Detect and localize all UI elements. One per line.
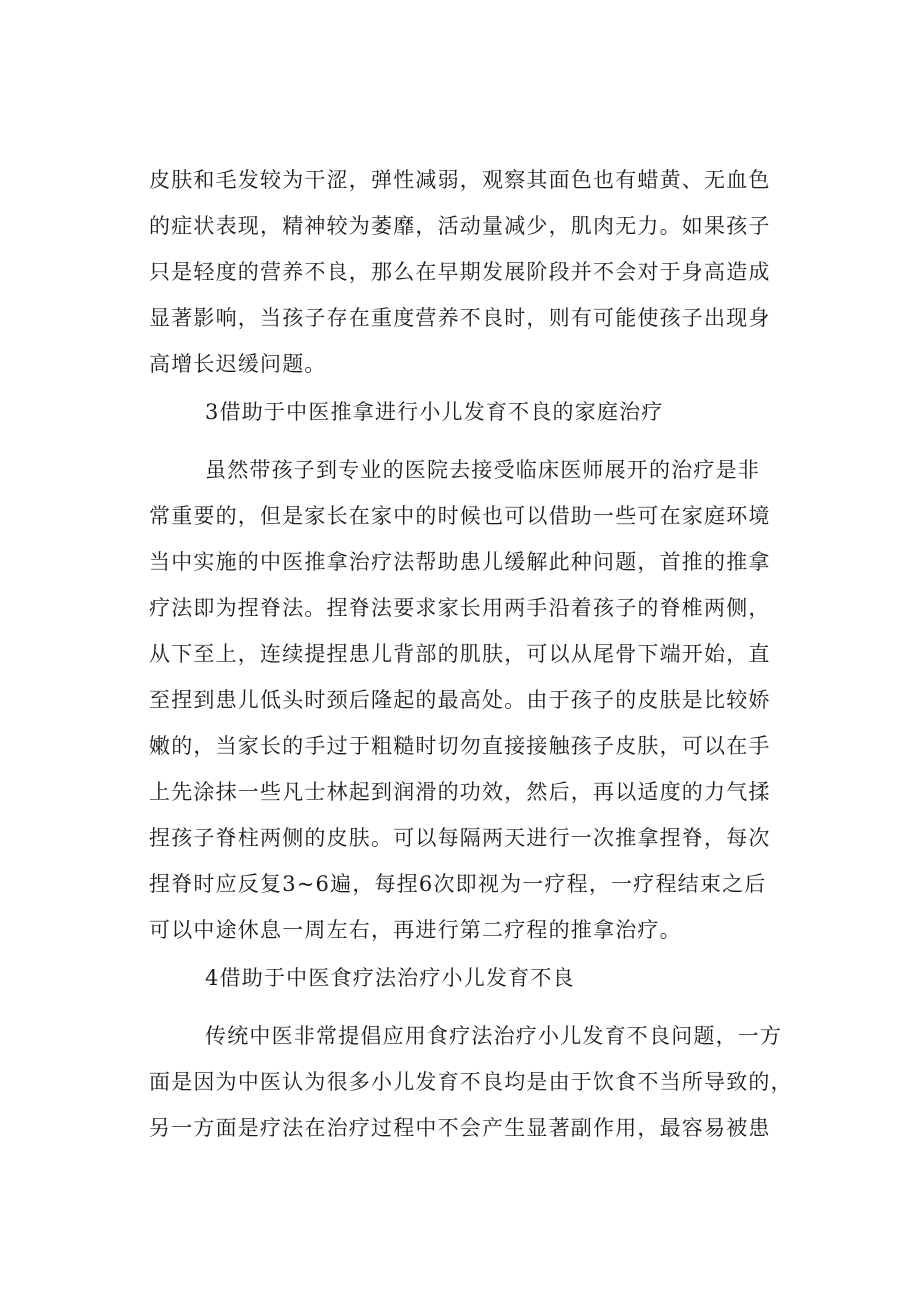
paragraph-line: 常重要的，但是家长在家中的时候也可以借助一些可在家庭环境 — [149, 504, 771, 528]
paragraph-line: 显著影响，当孩子存在重度营养不良时，则有可能使孩子出现身 — [149, 306, 771, 330]
paragraph-line: 只是轻度的营养不良，那么在早期发展阶段并不会对于身高造成 — [149, 260, 771, 284]
paragraph-line: 高增长迟缓问题。 — [149, 352, 327, 376]
paragraph-line: 至捏到患儿低头时颈后隆起的最高处。由于孩子的皮肤是比较娇 — [149, 688, 771, 712]
paragraph-line: 可以中途休息一周左右，再进行第二疗程的推拿治疗。 — [149, 918, 682, 942]
section-heading-3: 3借助于中医推拿进行小儿发育不良的家庭治疗 — [205, 400, 664, 424]
paragraph-line: 嫩的，当家长的手过于粗糙时切勿直接接触孩子皮肤，可以在手 — [149, 734, 771, 758]
paragraph-line: 传统中医非常提倡应用食疗法治疗小儿发育不良问题，一方 — [205, 1024, 783, 1048]
paragraph-line: 捏孩子脊柱两侧的皮肤。可以每隔两天进行一次推拿捏脊，每次 — [149, 826, 771, 850]
paragraph-line: 当中实施的中医推拿治疗法帮助患儿缓解此种问题，首推的推拿 — [149, 550, 771, 574]
paragraph-line: 皮肤和毛发较为干涩，弹性减弱，观察其面色也有蜡黄、无血色 — [149, 168, 771, 192]
paragraph-line: 另一方面是疗法在治疗过程中不会产生显著副作用，最容易被患 — [149, 1116, 771, 1140]
paragraph-line: 上先涂抹一些凡士林起到润滑的功效，然后，再以适度的力气揉 — [149, 780, 771, 804]
paragraph-line: 的症状表现，精神较为萎靡，活动量减少，肌肉无力。如果孩子 — [149, 214, 771, 238]
paragraph-line: 面是因为中医认为很多小儿发育不良均是由于饮食不当所导致的， — [149, 1070, 793, 1094]
paragraph-line: 捏脊时应反复3~6遍，每捏6次即视为一疗程，一疗程结束之后 — [149, 872, 767, 896]
paragraph-line: 虽然带孩子到专业的医院去接受临床医师展开的治疗是非 — [205, 458, 760, 482]
section-heading-4: 4借助于中医食疗法治疗小儿发育不良 — [205, 966, 575, 990]
paragraph-line: 从下至上，连续提捏患儿背部的肌肤，可以从尾骨下端开始，直 — [149, 642, 771, 666]
paragraph-line: 疗法即为捏脊法。捏脊法要求家长用两手沿着孩子的脊椎两侧， — [149, 596, 771, 620]
